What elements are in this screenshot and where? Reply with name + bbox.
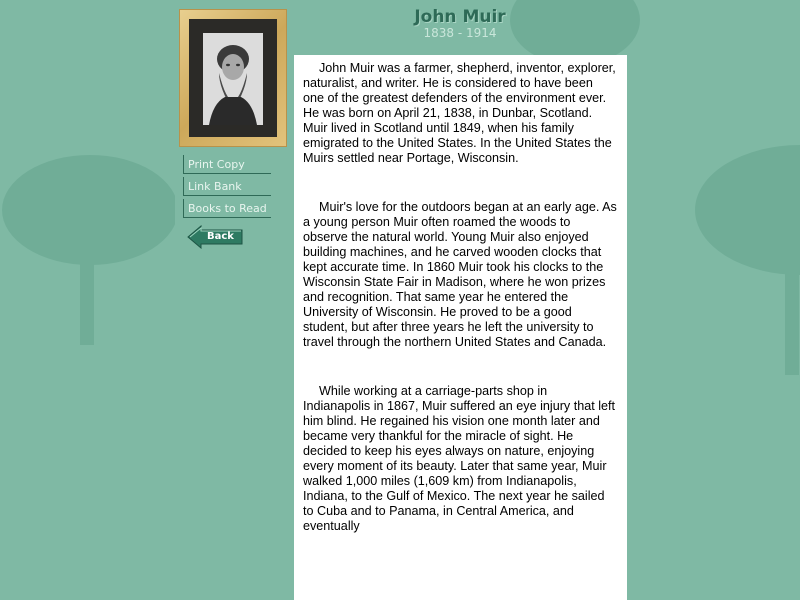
article-paragraph-1: John Muir was a farmer, shepherd, inventor, explorer, naturalist, and writer. He is considered to have been one of the greatest defenders of the environment ever. He was born on April 21, 1838, in Dunbar, Scotland. Muir lived in Scotland until 1849, when his family emigrated to the United States. In the United States the Muirs settled near Portage, Wisconsin. <box>303 61 616 165</box>
nav-books-to-read-link[interactable]: Books to Read <box>183 199 271 218</box>
back-button[interactable] <box>187 225 243 249</box>
life-dates: 1838 - 1914 <box>423 26 497 40</box>
article-paragraph-2: Muir's love for the outdoors began at an early age. As a young person Muir often roamed the woods to observe the natural world. Young Muir also enjoyed building machines, and he carved wooden clocks that kept accurate time. In 1860 Muir took his clocks to the Wisconsin State Fair in Madison, where he won prizes and recognition. That same year he entered the University of Wisconsin. He proved to be a good student, but after three years he left the university to travel through the northern United States and Canada. <box>303 200 617 349</box>
john-muir-portrait <box>203 33 263 125</box>
page-title: John Muir <box>414 7 506 27</box>
portrait-mat <box>189 19 277 137</box>
portrait-illustration-icon <box>203 33 263 125</box>
article-content <box>294 55 627 600</box>
nav-print-copy-link[interactable]: Print Copy <box>183 155 271 174</box>
nav-link-bank-link[interactable]: Link Bank <box>183 177 271 196</box>
article-paragraph-3: While working at a carriage-parts shop in Indianapolis in 1867, Muir suffered an eye injury that left him blind. He regained his vision one month later and became very thankful for the miracle of sight. He decided to keep his eyes always on nature, enjoying every moment of its beauty. Later that same year, Muir walked 1,000 miles (1,609 km) from Indianapolis, Indiana, to the Gulf of Mexico. The next year he sailed to Cuba and to Panama, in Central America, and eventually <box>303 384 616 533</box>
back-button-label: Back <box>207 231 234 242</box>
background-tree-right-icon <box>690 140 800 380</box>
background-tree-left-icon <box>0 150 175 350</box>
portrait-frame <box>179 9 287 147</box>
side-nav <box>183 155 271 221</box>
